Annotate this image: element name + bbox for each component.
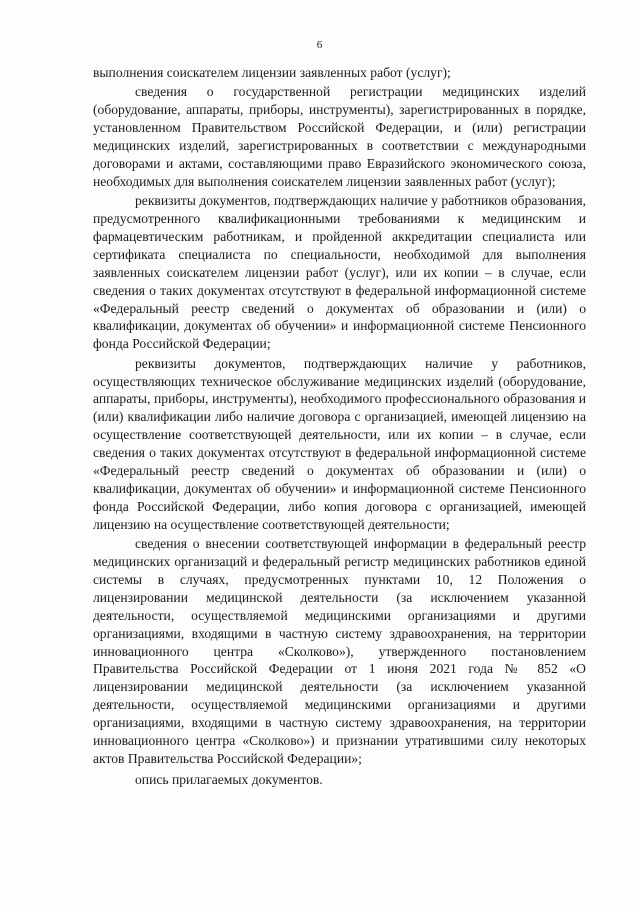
document-body	[93, 64, 586, 788]
paragraph-technical-service-staff-documents: реквизиты документов, подтверждающих наличие у работников, осуществляющих техническое обслуживание медицинских изделий (оборудование, аппараты, приборы, инструменты), необходимого профессионального образования и (или) квалификации либо наличие договора с организацией, имеющей лицензию на осуществление соответствующей деятельности, или их копии – в случае, если сведения о таких документах отсутствуют в федеральной информационной системе «Федеральный реестр сведений о документах об образовании и (или) о квалификации, документах об обучении» и информационной системе Пенсионного фонда Российской Федерации, либо копия договора с организацией, имеющей лицензию на осуществление соответствующей деятельности;	[93, 355, 586, 532]
paragraph-staff-education-documents: реквизиты документов, подтверждающих наличие у работников образования, предусмотренного квалификационными требованиями к медицинским и фармацевтическим работникам, и пройденной аккредитации специалиста или сертификата специалиста по специальности, необходимой для выполнения заявленных соискателем лицензии работ (услуг), или их копии – в случае, если сведения о таких документах отсутствуют в федеральной информационной системе «Федеральный реестр сведений о документах об образовании и (или) о квалификации, документах об обучении» и информационной системе Пенсионного фонда Российской Федерации;	[93, 193, 586, 352]
paragraph-federal-registry-info: сведения о внесении соответствующей информации в федеральный реестр медицинских организаций и федеральный регистр медицинских работников единой системы в случаях, предусмотренных пунктами 10, 12 Положения о лицензировании медицинской деятельности (за исключением указанной деятельности, осуществляемой медицинскими организациями и другими организациями, входящими в частную систему здравоохранения, на территории инновационного центра «Сколково»), утвержденного постановлением Правительства Российской Федерации от 1 июня 2021 года № 852 «О лицензировании медицинской деятельности (за исключением указанной деятельности, осуществляемой медицинскими организациями и другими организациями, входящими в частную систему здравоохранения, на территории инновационного центра «Сколково») и признании утратившими силу некоторых актов Правительства Российской Федерации»;	[93, 536, 586, 766]
paragraph-medical-devices-registration: сведения о государственной регистрации медицинских изделий (оборудование, аппараты, приборы, инструменты), зарегистрированных в порядке, установленном Правительством Российской Федерации, и (или) регистрации медицинских изделий, зарегистрированных в соответствии с международными договорами и актами, составляющими право Евразийского экономического союза, необходимых для выполнения соискателем лицензии заявленных работ (услуг);	[93, 84, 586, 189]
paragraph-continuation: выполнения соискателем лицензии заявленных работ (услуг);	[93, 65, 451, 80]
page-number: 6	[316, 39, 323, 51]
paragraph-documents-inventory: опись прилагаемых документов.	[135, 771, 323, 787]
